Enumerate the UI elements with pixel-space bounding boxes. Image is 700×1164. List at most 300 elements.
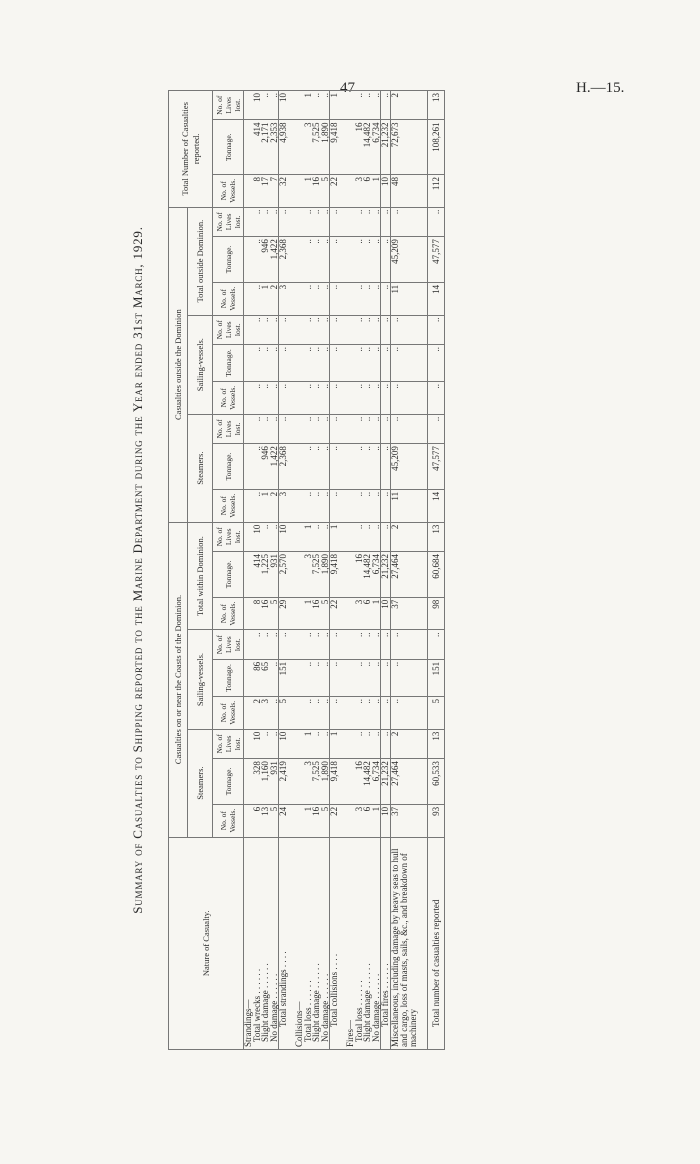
table-cell: .. — [363, 344, 372, 381]
row-label: No damage . . . . . . — [372, 837, 381, 1049]
row-label: Total number of casualties reported — [427, 837, 444, 1049]
table-cell: .. — [279, 344, 288, 381]
row-label: Total wrecks . . . . . . — [253, 837, 262, 1049]
table-cell: 22 — [330, 174, 339, 207]
table-cell: 6 — [363, 174, 372, 207]
table-cell: 1 — [330, 91, 339, 121]
table-cell: 93 — [427, 804, 444, 837]
table-cell: .. — [390, 414, 427, 443]
table-cell: 14,482 — [363, 120, 372, 174]
table-cell: 2 — [390, 522, 427, 551]
table-cell: .. — [321, 282, 330, 315]
table-cell: 3 — [304, 552, 313, 598]
table-row — [279, 91, 288, 1050]
table-cell: .. — [270, 630, 279, 659]
table-cell: .. — [381, 489, 391, 522]
table-cell: 3 — [355, 597, 364, 630]
table-cell: 1,225 — [261, 552, 270, 598]
table-cell: .. — [270, 382, 279, 415]
table-cell: .. — [312, 630, 321, 659]
table-cell: .. — [321, 522, 330, 551]
subheader-tonnage: Tonnage. — [213, 237, 244, 283]
table-cell: .. — [321, 444, 330, 490]
header-total-within-dominion: Total within Dominion. — [188, 522, 213, 630]
table-cell: .. — [304, 489, 313, 522]
row-label: Total loss . . . . . . — [304, 837, 313, 1049]
table-cell: 16 — [312, 597, 321, 630]
table-cell: .. — [363, 237, 372, 283]
table-cell: 5 — [279, 696, 288, 729]
table-cell: .. — [355, 237, 364, 283]
table-cell: 6 — [363, 597, 372, 630]
subheader-vessels: No. of Vessels. — [213, 174, 244, 207]
table-cell: 11 — [390, 489, 427, 522]
table-cell: .. — [372, 729, 381, 758]
table-cell: 931 — [270, 552, 279, 598]
table-cell: .. — [312, 344, 321, 381]
table-cell: .. — [427, 315, 444, 344]
subheader-vessels: No. of Vessels. — [213, 597, 244, 630]
table-cell: .. — [304, 237, 313, 283]
table-cell: 10 — [253, 522, 262, 551]
table-cell: 16 — [355, 552, 364, 598]
table-row — [390, 91, 427, 1050]
table-cell: .. — [355, 630, 364, 659]
table-cell: .. — [427, 344, 444, 381]
table-cell: .. — [372, 630, 381, 659]
row-label: No damage . . . . . . — [270, 837, 279, 1049]
table-cell: .. — [372, 282, 381, 315]
subheader-vessels: No. of Vessels. — [213, 696, 244, 729]
table-cell: 45,209 — [390, 444, 427, 490]
table-cell: .. — [279, 630, 288, 659]
subheader-tonnage: Tonnage. — [213, 552, 244, 598]
table-cell: 47,577 — [427, 444, 444, 490]
table-cell: 2 — [390, 729, 427, 758]
table-row — [295, 91, 304, 1050]
row-label: Strandings— — [244, 837, 253, 1049]
table-cell: .. — [270, 729, 279, 758]
table-cell: 10 — [279, 91, 288, 121]
table-cell: .. — [355, 344, 364, 381]
table-cell: 21,232 — [381, 552, 391, 598]
table-cell: 10 — [253, 91, 262, 121]
table-row — [346, 91, 355, 1050]
header-nature-of-casualty: Nature of Casualty. — [169, 837, 244, 1049]
table-cell: .. — [304, 282, 313, 315]
table-cell: 13 — [427, 522, 444, 551]
row-label: Fires— — [346, 837, 355, 1049]
table-cell: 1 — [372, 804, 381, 837]
casualty-summary-table — [168, 90, 445, 1050]
table-cell: .. — [363, 489, 372, 522]
page-number: 47 — [340, 80, 355, 96]
table-cell: .. — [253, 315, 262, 344]
table-cell: 22 — [330, 597, 339, 630]
table-cell: 14 — [427, 282, 444, 315]
table-cell: .. — [321, 344, 330, 381]
table-cell: 3 — [279, 282, 288, 315]
table-cell: 3 — [279, 489, 288, 522]
row-label: Total strandings . . . . — [279, 837, 288, 1049]
table-cell: .. — [253, 444, 262, 490]
table-cell: 6,734 — [372, 552, 381, 598]
table-cell: .. — [372, 489, 381, 522]
table-cell: 14 — [427, 489, 444, 522]
table-cell: 2 — [270, 489, 279, 522]
table-cell: .. — [321, 382, 330, 415]
table-cell: 2,419 — [279, 759, 288, 805]
table-cell: 1 — [261, 489, 270, 522]
table-cell: .. — [381, 729, 391, 758]
table-cell: .. — [363, 91, 372, 121]
table-cell: .. — [330, 382, 339, 415]
table-cell: 1,160 — [261, 759, 270, 805]
table-cell: .. — [270, 315, 279, 344]
table-cell: .. — [363, 659, 372, 696]
table-cell: 5 — [427, 696, 444, 729]
table-cell: .. — [321, 414, 330, 443]
table-cell: .. — [427, 207, 444, 236]
table-cell: .. — [270, 696, 279, 729]
table-cell: .. — [270, 522, 279, 551]
table-cell: .. — [427, 382, 444, 415]
table-cell: .. — [270, 91, 279, 121]
table-cell: .. — [330, 315, 339, 344]
table-cell: .. — [390, 207, 427, 236]
table-cell: 10 — [279, 729, 288, 758]
table-cell: .. — [372, 315, 381, 344]
table-cell: .. — [304, 344, 313, 381]
spacer-row — [339, 91, 346, 1050]
table-cell: 3 — [304, 120, 313, 174]
table-cell: .. — [330, 207, 339, 236]
row-label: Total loss . . . . . . — [355, 837, 364, 1049]
table-cell: .. — [330, 237, 339, 283]
table-cell: .. — [312, 729, 321, 758]
table-cell: 1,422 — [270, 444, 279, 490]
table-cell: 3 — [261, 696, 270, 729]
table-row — [381, 91, 391, 1050]
table-cell: .. — [270, 659, 279, 696]
table-cell: .. — [312, 91, 321, 121]
table-cell: .. — [321, 696, 330, 729]
table-cell: .. — [304, 630, 313, 659]
table-cell: 32 — [279, 174, 288, 207]
table-cell: .. — [330, 489, 339, 522]
table-cell: .. — [381, 630, 391, 659]
table-cell: .. — [390, 382, 427, 415]
table-cell: .. — [261, 729, 270, 758]
table-cell: 414 — [253, 552, 262, 598]
table-cell: 16 — [355, 759, 364, 805]
table-cell: .. — [261, 522, 270, 551]
subheader-lives: No. of Lives lost. — [213, 522, 244, 551]
header-total-number-reported: Total Number of Casualties reported. — [169, 91, 213, 208]
table-cell: 11 — [390, 282, 427, 315]
table-cell: 328 — [253, 759, 262, 805]
table-cell: 14,482 — [363, 552, 372, 598]
table-cell: 1,890 — [321, 759, 330, 805]
table-cell: 10 — [279, 522, 288, 551]
table-cell: .. — [330, 696, 339, 729]
page-title: Summary of Casualties to Shipping reported to the Marine Department during the Year ended 31st March, 1929. — [130, 226, 145, 914]
table-cell: .. — [304, 659, 313, 696]
table-cell: 47,577 — [427, 237, 444, 283]
table-cell: .. — [253, 382, 262, 415]
table-cell: 2,353 — [270, 120, 279, 174]
subheader-vessels: No. of Vessels. — [213, 804, 244, 837]
table-cell: .. — [253, 414, 262, 443]
table-cell: .. — [279, 382, 288, 415]
table-cell: 60,533 — [427, 759, 444, 805]
table-cell: .. — [312, 315, 321, 344]
table-cell: .. — [381, 444, 391, 490]
subheader-lives: No. of Lives lost. — [213, 414, 244, 443]
table-cell: .. — [270, 414, 279, 443]
table-cell: 16 — [355, 120, 364, 174]
table-cell: 16 — [312, 804, 321, 837]
subheader-tonnage: Tonnage. — [213, 120, 244, 174]
table-cell: .. — [261, 315, 270, 344]
table-cell: .. — [363, 630, 372, 659]
table-cell: 1,422 — [270, 237, 279, 283]
table-cell: .. — [261, 344, 270, 381]
table-cell: .. — [372, 444, 381, 490]
table-cell: .. — [355, 315, 364, 344]
table-cell: 3 — [355, 804, 364, 837]
table-cell: .. — [330, 282, 339, 315]
table-cell: 22 — [330, 804, 339, 837]
table-cell: 27,464 — [390, 552, 427, 598]
table-cell: 9,418 — [330, 120, 339, 174]
table-cell: 86 — [253, 659, 262, 696]
table-cell: .. — [355, 489, 364, 522]
table-cell: 7,525 — [312, 552, 321, 598]
table-cell: .. — [321, 630, 330, 659]
subheader-lives: No. of Lives lost. — [213, 729, 244, 758]
table-cell: .. — [321, 659, 330, 696]
table-cell: .. — [321, 315, 330, 344]
row-label: No damage . . . . . . — [321, 837, 330, 1049]
table-cell: 4,938 — [279, 120, 288, 174]
table-cell: 16 — [312, 174, 321, 207]
table-cell: .. — [321, 91, 330, 121]
table-cell: 1 — [261, 282, 270, 315]
table-cell: .. — [363, 414, 372, 443]
table-cell: .. — [355, 207, 364, 236]
table-cell: 37 — [390, 597, 427, 630]
table-cell: .. — [355, 729, 364, 758]
table-body — [244, 91, 445, 1050]
row-label: Slight damage . . . . . . — [363, 837, 372, 1049]
table-cell: .. — [261, 414, 270, 443]
table-cell: .. — [261, 91, 270, 121]
table-cell: 6 — [363, 804, 372, 837]
table-cell: .. — [279, 414, 288, 443]
table-cell: .. — [381, 382, 391, 415]
table-cell: 9,418 — [330, 759, 339, 805]
table-cell: 108,261 — [427, 120, 444, 174]
table-cell: .. — [304, 444, 313, 490]
table-cell: .. — [372, 91, 381, 121]
subheader-lives: No. of Lives lost. — [213, 207, 244, 236]
table-cell: .. — [321, 237, 330, 283]
table-cell: 13 — [261, 804, 270, 837]
table-cell: 3 — [355, 174, 364, 207]
subheader-lives: No. of Lives lost. — [213, 91, 244, 121]
table-cell: .. — [381, 659, 391, 696]
table-cell: 45,209 — [390, 237, 427, 283]
row-label: Miscellaneous, including damage by heavy seas to hull and cargo, loss of masts, sails, &c., and breakdown of machinery — [390, 837, 427, 1049]
table-cell: 9,418 — [330, 552, 339, 598]
table-cell: .. — [390, 630, 427, 659]
table-cell: .. — [363, 729, 372, 758]
table-cell: .. — [363, 522, 372, 551]
subheader-tonnage: Tonnage. — [213, 344, 244, 381]
table-cell: .. — [381, 344, 391, 381]
table-cell: .. — [363, 444, 372, 490]
table-cell: 414 — [253, 120, 262, 174]
table-cell: 5 — [321, 597, 330, 630]
table-cell: .. — [330, 414, 339, 443]
table-cell: .. — [261, 207, 270, 236]
table-cell: 2,368 — [279, 444, 288, 490]
header-sailing-outside: Sailing-vessels. — [188, 315, 213, 414]
subheader-vessels: No. of Vessels. — [213, 489, 244, 522]
row-label: Total fires . . . . . . — [381, 837, 391, 1049]
table-cell: .. — [312, 522, 321, 551]
table-cell: .. — [355, 659, 364, 696]
table-cell: 2,368 — [279, 237, 288, 283]
table-cell: 1 — [304, 729, 313, 758]
table-cell: 8 — [253, 174, 262, 207]
table-cell: 8 — [253, 597, 262, 630]
table-cell: 151 — [279, 659, 288, 696]
table-cell: 5 — [270, 597, 279, 630]
table-cell: .. — [363, 282, 372, 315]
table-cell: 21,232 — [381, 759, 391, 805]
table-cell: 5 — [321, 174, 330, 207]
table-cell: 29 — [279, 597, 288, 630]
table-cell: 2 — [270, 282, 279, 315]
table-cell: .. — [253, 489, 262, 522]
table-cell: 10 — [381, 174, 391, 207]
table-cell: .. — [304, 414, 313, 443]
table-cell: .. — [253, 344, 262, 381]
table-cell: .. — [363, 696, 372, 729]
table-cell: 6,734 — [372, 759, 381, 805]
table-cell: .. — [355, 522, 364, 551]
table-cell: 112 — [427, 174, 444, 207]
table-cell: .. — [390, 696, 427, 729]
table-cell: 6 — [253, 804, 262, 837]
table-cell: 931 — [270, 759, 279, 805]
row-label: Slight damage . . . . . . — [312, 837, 321, 1049]
table-cell: .. — [372, 659, 381, 696]
table-cell: .. — [390, 659, 427, 696]
table-cell: 946 — [261, 237, 270, 283]
table-cell: .. — [261, 630, 270, 659]
table-cell: .. — [363, 315, 372, 344]
table-cell: 7,525 — [312, 120, 321, 174]
table-cell: .. — [355, 382, 364, 415]
table-row — [261, 91, 270, 1050]
table-cell: 24 — [279, 804, 288, 837]
table-cell: 2,171 — [261, 120, 270, 174]
table-cell: 1 — [304, 174, 313, 207]
table-cell: .. — [312, 659, 321, 696]
table-cell: .. — [253, 282, 262, 315]
table-cell: .. — [381, 207, 391, 236]
table-cell: .. — [381, 696, 391, 729]
subheader-vessels: No. of Vessels. — [213, 282, 244, 315]
table-cell: 5 — [270, 804, 279, 837]
header-sailing-dominion: Sailing-vessels. — [188, 630, 213, 729]
table-cell: .. — [312, 382, 321, 415]
table-cell: .. — [279, 315, 288, 344]
document-reference: H.—15. — [576, 80, 625, 96]
table-cell: .. — [321, 207, 330, 236]
table-cell: .. — [270, 207, 279, 236]
table-cell: .. — [381, 237, 391, 283]
table-cell: 2 — [253, 696, 262, 729]
table-cell: 98 — [427, 597, 444, 630]
table-cell: .. — [355, 91, 364, 121]
table-cell: .. — [372, 382, 381, 415]
header-coasts-of-dominion: Casualties on or near the Coasts of the Dominion. — [169, 522, 188, 837]
header-steamers-dominion: Steamers. — [188, 729, 213, 837]
table-cell: .. — [253, 207, 262, 236]
table-row — [427, 91, 444, 1050]
table-cell: 1 — [372, 174, 381, 207]
table-cell: .. — [253, 237, 262, 283]
table-cell: .. — [355, 444, 364, 490]
table-cell: 16 — [261, 597, 270, 630]
table-cell: .. — [355, 414, 364, 443]
table-cell: 1 — [304, 597, 313, 630]
table-cell: 5 — [321, 804, 330, 837]
table-cell: .. — [270, 344, 279, 381]
row-label: Slight damage . . . . . . — [261, 837, 270, 1049]
table-cell: .. — [279, 207, 288, 236]
table-cell: .. — [381, 315, 391, 344]
table-cell: .. — [372, 237, 381, 283]
table-cell: .. — [372, 344, 381, 381]
table-cell: .. — [330, 344, 339, 381]
table-cell: .. — [355, 282, 364, 315]
table-row — [244, 91, 253, 1050]
table-cell: .. — [390, 344, 427, 381]
table-cell: 13 — [427, 91, 444, 121]
table-cell: 10 — [253, 729, 262, 758]
table-cell: 17 — [261, 174, 270, 207]
subheader-vessels: No. of Vessels. — [213, 382, 244, 415]
table-cell: 60,684 — [427, 552, 444, 598]
table-cell: .. — [372, 696, 381, 729]
row-label: Collisions— — [295, 837, 304, 1049]
table-cell: .. — [312, 489, 321, 522]
table-cell: 48 — [390, 174, 427, 207]
table-cell: 7,525 — [312, 759, 321, 805]
table-cell: 1,890 — [321, 552, 330, 598]
header-total-outside-dominion: Total outside Dominion. — [188, 207, 213, 315]
table-cell: .. — [330, 659, 339, 696]
table-cell: 37 — [390, 804, 427, 837]
table-cell: .. — [363, 382, 372, 415]
table-cell: .. — [372, 207, 381, 236]
table-cell: 6,734 — [372, 120, 381, 174]
